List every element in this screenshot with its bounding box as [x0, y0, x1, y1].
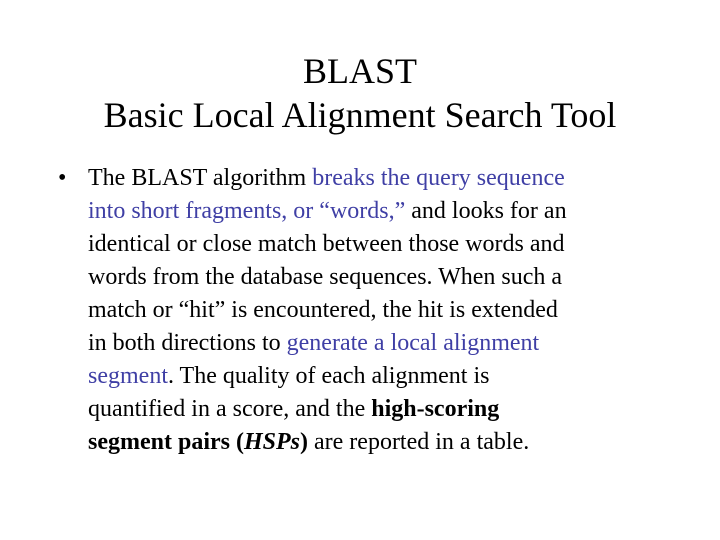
- bullet-line: [88, 162, 658, 195]
- bullet-marker: •: [58, 165, 67, 191]
- text-run: and looks for an: [405, 198, 567, 224]
- text-run: high-scoring: [371, 396, 500, 422]
- text-run: breaks the query sequence: [312, 165, 565, 191]
- bullet-item: [58, 162, 658, 459]
- bullet-line: [88, 294, 658, 327]
- bullet-line: [88, 195, 658, 228]
- text-run: in both directions to: [88, 330, 287, 356]
- text-run: generate a local alignment: [286, 330, 540, 356]
- bullet-line: [88, 360, 658, 393]
- text-run: . The quality of each alignment is: [167, 363, 490, 389]
- text-run: words from the database sequences. When such a: [88, 264, 563, 290]
- text-run: ): [300, 429, 308, 455]
- bullet-line: [88, 393, 658, 426]
- text-run: segment pairs (: [88, 429, 244, 455]
- bullet-line: [88, 327, 658, 360]
- bullet-text: [88, 162, 658, 459]
- text-run: quantified in a score, and the: [88, 396, 372, 422]
- slide-title: [0, 49, 720, 137]
- text-run: The BLAST algorithm: [88, 165, 313, 191]
- bullet-line: [88, 426, 658, 459]
- text-run: into short fragments, or “words,”: [88, 198, 406, 224]
- text-run: identical or close match between those words and: [88, 231, 565, 257]
- title-line-1: BLAST: [302, 51, 417, 91]
- bullet-line: [88, 261, 658, 294]
- text-run: HSPs: [243, 429, 300, 455]
- title-line-2: Basic Local Alignment Search Tool: [103, 95, 617, 135]
- slide-body: [58, 162, 658, 459]
- text-run: segment: [88, 363, 168, 389]
- text-run: are reported in a table.: [308, 429, 530, 455]
- bullet-line: [88, 228, 658, 261]
- text-run: match or “hit” is encountered, the hit is extended: [88, 297, 558, 323]
